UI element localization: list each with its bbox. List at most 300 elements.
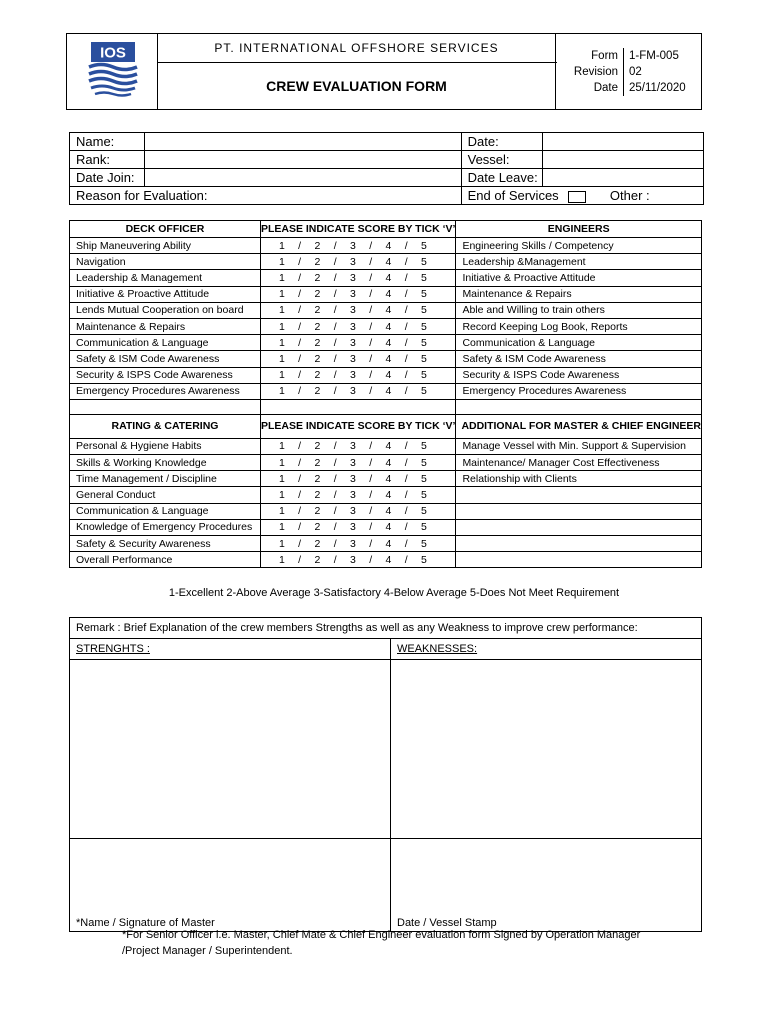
spacer-cell bbox=[70, 399, 261, 414]
rating-7-score bbox=[260, 552, 455, 568]
additional-criterion bbox=[456, 552, 702, 568]
score-option-3[interactable]: 3 bbox=[349, 304, 356, 317]
score-row bbox=[70, 270, 702, 286]
score-row bbox=[70, 254, 702, 270]
date-leave-label: Date Leave: bbox=[461, 169, 542, 187]
score-option-1[interactable]: 1 bbox=[278, 304, 285, 317]
score-separator: / bbox=[369, 440, 373, 453]
score-separator: / bbox=[298, 255, 302, 268]
score-row bbox=[70, 238, 702, 254]
score-option-5[interactable]: 5 bbox=[421, 505, 427, 518]
score-option-3[interactable]: 3 bbox=[349, 352, 356, 365]
score-separator: / bbox=[404, 553, 408, 566]
score-option-2[interactable]: 2 bbox=[314, 369, 321, 382]
rank-field[interactable] bbox=[145, 151, 462, 169]
score-option-1[interactable]: 1 bbox=[278, 239, 285, 252]
score-separator: / bbox=[369, 369, 373, 382]
score-option-1[interactable]: 1 bbox=[278, 505, 285, 518]
score-option-3[interactable]: 3 bbox=[349, 472, 356, 485]
rating-criterion: Communication & Language bbox=[70, 503, 261, 519]
score-separator: / bbox=[404, 440, 408, 453]
score-legend: 1-Excellent 2-Above Average 3-Satisfactory 4-Below Average 5-Does Not Meet Requirement bbox=[168, 587, 620, 599]
score-separator: / bbox=[333, 456, 337, 469]
score-option-2[interactable]: 2 bbox=[314, 440, 321, 453]
rating-criterion: Time Management / Discipline bbox=[70, 471, 261, 487]
score-option-4[interactable]: 4 bbox=[385, 304, 392, 317]
score-option-4[interactable]: 4 bbox=[385, 385, 392, 398]
score-separator: / bbox=[404, 489, 408, 502]
score-option-2[interactable]: 2 bbox=[314, 304, 321, 317]
score-option-1[interactable]: 1 bbox=[278, 336, 285, 349]
company-logo bbox=[67, 34, 157, 104]
score-separator: / bbox=[369, 288, 373, 301]
score-option-3[interactable]: 3 bbox=[349, 255, 356, 268]
deck-criterion: Maintenance & Repairs bbox=[70, 318, 261, 334]
reason-options bbox=[461, 187, 703, 205]
score-option-5[interactable]: 5 bbox=[421, 239, 427, 252]
score-separator: / bbox=[404, 336, 408, 349]
score-option-5[interactable]: 5 bbox=[421, 304, 427, 317]
additional-criterion: Relationship with Clients bbox=[456, 471, 702, 487]
score-option-3[interactable]: 3 bbox=[349, 553, 356, 566]
score-instruction-header: PLEASE INDICATE SCORE BY TICK ‘V’ bbox=[260, 221, 455, 238]
score-option-4[interactable]: 4 bbox=[385, 239, 392, 252]
score-separator: / bbox=[333, 505, 337, 518]
score-separator: / bbox=[369, 456, 373, 469]
score-separator: / bbox=[298, 553, 302, 566]
score-option-2[interactable]: 2 bbox=[314, 505, 321, 518]
additional-criterion bbox=[456, 536, 702, 552]
score-option-2[interactable]: 2 bbox=[314, 472, 321, 485]
additional-criterion bbox=[456, 487, 702, 503]
score-instruction-header: PLEASE INDICATE SCORE BY TICK ‘V’ bbox=[260, 414, 455, 438]
spacer-cell bbox=[260, 399, 455, 414]
engineers-criterion: Communication & Language bbox=[456, 335, 702, 351]
score-row bbox=[70, 519, 702, 535]
additional-criterion bbox=[456, 503, 702, 519]
deck-criterion: Safety & ISM Code Awareness bbox=[70, 351, 261, 367]
deck-criterion: Lends Mutual Cooperation on board bbox=[70, 302, 261, 318]
score-separator: / bbox=[404, 320, 408, 333]
rating-5-score bbox=[260, 519, 455, 535]
end-of-services-label: End of Services bbox=[467, 188, 559, 203]
vessel-field[interactable] bbox=[542, 151, 703, 169]
company-name: PT. INTERNATIONAL OFFSHORE SERVICES bbox=[158, 34, 556, 63]
score-option-4[interactable]: 4 bbox=[385, 456, 392, 469]
rating-6-score bbox=[260, 536, 455, 552]
score-row bbox=[70, 367, 702, 383]
score-option-5[interactable]: 5 bbox=[421, 456, 427, 469]
score-separator: / bbox=[369, 271, 373, 284]
rating-2-score bbox=[260, 471, 455, 487]
score-separator: / bbox=[404, 521, 408, 534]
score-separator: / bbox=[298, 537, 302, 550]
score-separator: / bbox=[298, 369, 302, 382]
score-separator: / bbox=[333, 320, 337, 333]
meta-values bbox=[623, 48, 686, 96]
engineers-criterion: Leadership &Management bbox=[456, 254, 702, 270]
score-separator: / bbox=[369, 553, 373, 566]
strengths-header: STRENGHTS : bbox=[70, 639, 391, 660]
score-scale bbox=[279, 385, 427, 397]
score-row bbox=[70, 335, 702, 351]
score-separator: / bbox=[298, 304, 302, 317]
score-row bbox=[70, 503, 702, 519]
score-scale bbox=[279, 521, 427, 533]
score-option-4[interactable]: 4 bbox=[385, 537, 392, 550]
score-option-1[interactable]: 1 bbox=[278, 288, 285, 301]
score-option-4[interactable]: 4 bbox=[385, 336, 392, 349]
meta-label-revision: Revision bbox=[573, 65, 618, 78]
spacer-cell bbox=[456, 399, 702, 414]
score-option-2[interactable]: 2 bbox=[314, 288, 321, 301]
score-option-4[interactable]: 4 bbox=[385, 271, 392, 284]
score-option-2[interactable]: 2 bbox=[314, 336, 321, 349]
rating-4-score bbox=[260, 503, 455, 519]
form-title: CREW EVALUATION FORM bbox=[158, 63, 556, 110]
deck-4-score bbox=[260, 302, 455, 318]
score-option-5[interactable]: 5 bbox=[421, 255, 427, 268]
score-option-1[interactable]: 1 bbox=[278, 440, 285, 453]
rating-1-score bbox=[260, 455, 455, 471]
score-row bbox=[70, 552, 702, 568]
score-scale bbox=[279, 337, 427, 349]
score-separator: / bbox=[333, 553, 337, 566]
form-header bbox=[66, 33, 702, 110]
score-option-5[interactable]: 5 bbox=[421, 489, 427, 502]
score-option-3[interactable]: 3 bbox=[349, 505, 356, 518]
score-option-5[interactable]: 5 bbox=[421, 472, 427, 485]
deck-criterion: Leadership & Management bbox=[70, 270, 261, 286]
score-option-2[interactable]: 2 bbox=[314, 352, 321, 365]
svg-text:IOS: IOS bbox=[100, 44, 126, 62]
score-separator: / bbox=[333, 472, 337, 485]
engineers-criterion: Initiative & Proactive Attitude bbox=[456, 270, 702, 286]
score-option-1[interactable]: 1 bbox=[278, 472, 285, 485]
form-meta bbox=[556, 34, 702, 110]
other-label: Other : bbox=[609, 188, 650, 203]
score-option-5[interactable]: 5 bbox=[421, 385, 427, 398]
deck-criterion: Communication & Language bbox=[70, 335, 261, 351]
deck-criterion: Navigation bbox=[70, 254, 261, 270]
score-separator: / bbox=[333, 288, 337, 301]
engineers-criterion: Maintenance & Repairs bbox=[456, 286, 702, 302]
score-separator: / bbox=[333, 369, 337, 382]
score-scale bbox=[279, 288, 427, 300]
additional-criterion bbox=[456, 519, 702, 535]
score-separator: / bbox=[333, 521, 337, 534]
vessel-stamp-field[interactable] bbox=[391, 839, 702, 932]
score-separator: / bbox=[298, 271, 302, 284]
engineers-criterion: Security & ISPS Code Awareness bbox=[456, 367, 702, 383]
score-separator: / bbox=[404, 537, 408, 550]
score-scale bbox=[279, 554, 427, 566]
score-scale bbox=[279, 489, 427, 501]
score-option-1[interactable]: 1 bbox=[278, 537, 285, 550]
score-option-2[interactable]: 2 bbox=[314, 320, 321, 333]
engineers-criterion: Emergency Procedures Awareness bbox=[456, 383, 702, 399]
score-option-3[interactable]: 3 bbox=[349, 336, 356, 349]
engineers-criterion: Safety & ISM Code Awareness bbox=[456, 351, 702, 367]
score-option-4[interactable]: 4 bbox=[385, 369, 392, 382]
score-option-2[interactable]: 2 bbox=[314, 537, 321, 550]
score-option-1[interactable]: 1 bbox=[278, 521, 285, 534]
vessel-stamp-label: Date / Vessel Stamp bbox=[397, 917, 497, 929]
logo-cell bbox=[67, 34, 158, 110]
score-option-1[interactable]: 1 bbox=[278, 456, 285, 469]
rating-criterion: Safety & Security Awareness bbox=[70, 536, 261, 552]
score-separator: / bbox=[333, 352, 337, 365]
score-option-3[interactable]: 3 bbox=[349, 288, 356, 301]
score-row bbox=[70, 383, 702, 399]
score-scale bbox=[279, 457, 427, 469]
score-separator: / bbox=[298, 472, 302, 485]
score-option-3[interactable]: 3 bbox=[349, 271, 356, 284]
score-option-5[interactable]: 5 bbox=[421, 336, 427, 349]
score-option-1[interactable]: 1 bbox=[278, 553, 285, 566]
score-option-5[interactable]: 5 bbox=[421, 553, 427, 566]
score-option-5[interactable]: 5 bbox=[421, 369, 427, 382]
engineers-header: ENGINEERS bbox=[456, 221, 702, 238]
footnote-line-1: *For Senior Officer i.e. Master, Chief Mate & Chief Engineer evaluation form Signed by Operation Manager bbox=[122, 929, 641, 941]
score-option-5[interactable]: 5 bbox=[421, 320, 427, 333]
score-separator: / bbox=[298, 385, 302, 398]
score-separator: / bbox=[369, 505, 373, 518]
meta-label-form: Form bbox=[591, 49, 618, 62]
score-option-5[interactable]: 5 bbox=[421, 521, 427, 534]
date-leave-field[interactable] bbox=[542, 169, 703, 187]
meta-value-form: 1-FM-005 bbox=[629, 49, 679, 62]
additional-header: ADDITIONAL FOR MASTER & CHIEF ENGINEER bbox=[456, 414, 702, 438]
score-option-1[interactable]: 1 bbox=[278, 489, 285, 502]
deck-1-score bbox=[260, 254, 455, 270]
score-separator: / bbox=[369, 489, 373, 502]
end-of-services-checkbox[interactable] bbox=[568, 191, 586, 203]
score-option-1[interactable]: 1 bbox=[278, 255, 285, 268]
score-option-5[interactable]: 5 bbox=[421, 440, 427, 453]
score-separator: / bbox=[298, 521, 302, 534]
deck-5-score bbox=[260, 318, 455, 334]
deck-officer-header: DECK OFFICER bbox=[70, 221, 261, 238]
rating-criterion: Overall Performance bbox=[70, 552, 261, 568]
score-option-1[interactable]: 1 bbox=[278, 352, 285, 365]
score-option-2[interactable]: 2 bbox=[314, 521, 321, 534]
score-option-4[interactable]: 4 bbox=[385, 255, 392, 268]
score-option-3[interactable]: 3 bbox=[349, 239, 356, 252]
score-separator: / bbox=[298, 456, 302, 469]
score-separator: / bbox=[333, 489, 337, 502]
remark-instruction: Remark : Brief Explanation of the crew members Strengths as well as any Weakness to improve crew performance: bbox=[70, 618, 702, 639]
additional-criterion: Manage Vessel with Min. Support & Supervision bbox=[456, 438, 702, 454]
score-separator: / bbox=[404, 288, 408, 301]
score-option-3[interactable]: 3 bbox=[349, 369, 356, 382]
score-separator: / bbox=[404, 456, 408, 469]
score-separator: / bbox=[369, 255, 373, 268]
name-label: Name: bbox=[70, 133, 145, 151]
rating-criterion: Personal & Hygiene Habits bbox=[70, 438, 261, 454]
score-separator: / bbox=[333, 304, 337, 317]
date-field[interactable] bbox=[542, 133, 703, 151]
score-separator: / bbox=[369, 336, 373, 349]
score-separator: / bbox=[369, 537, 373, 550]
score-option-4[interactable]: 4 bbox=[385, 553, 392, 566]
score-scale bbox=[279, 505, 427, 517]
score-option-1[interactable]: 1 bbox=[278, 320, 285, 333]
score-option-4[interactable]: 4 bbox=[385, 521, 392, 534]
meta-label-date: Date bbox=[593, 81, 618, 94]
score-separator: / bbox=[298, 336, 302, 349]
score-option-2[interactable]: 2 bbox=[314, 239, 321, 252]
additional-criterion: Maintenance/ Manager Cost Effectiveness bbox=[456, 455, 702, 471]
score-separator: / bbox=[333, 336, 337, 349]
spacer-row bbox=[70, 399, 702, 414]
score-option-3[interactable]: 3 bbox=[349, 521, 356, 534]
score-scale bbox=[279, 321, 427, 333]
date-label: Date: bbox=[461, 133, 542, 151]
score-separator: / bbox=[404, 369, 408, 382]
meta-value-date: 25/11/2020 bbox=[629, 81, 686, 94]
score-separator: / bbox=[404, 255, 408, 268]
date-join-field[interactable] bbox=[145, 169, 462, 187]
score-option-5[interactable]: 5 bbox=[421, 271, 427, 284]
scores-table bbox=[69, 220, 702, 568]
weaknesses-field[interactable] bbox=[391, 660, 702, 839]
score-option-3[interactable]: 3 bbox=[349, 456, 356, 469]
score-separator: / bbox=[298, 352, 302, 365]
score-separator: / bbox=[369, 472, 373, 485]
score-option-3[interactable]: 3 bbox=[349, 320, 356, 333]
engineers-criterion: Record Keeping Log Book, Reports bbox=[456, 318, 702, 334]
remark-table bbox=[69, 617, 702, 932]
master-signature-field[interactable] bbox=[70, 839, 391, 932]
score-option-4[interactable]: 4 bbox=[385, 472, 392, 485]
score-option-5[interactable]: 5 bbox=[421, 288, 427, 301]
score-row bbox=[70, 455, 702, 471]
score-separator: / bbox=[404, 505, 408, 518]
score-separator: / bbox=[404, 352, 408, 365]
footnote bbox=[122, 927, 682, 959]
reason-label: Reason for Evaluation: bbox=[70, 187, 462, 205]
score-row bbox=[70, 487, 702, 503]
score-option-5[interactable]: 5 bbox=[421, 352, 427, 365]
score-option-2[interactable]: 2 bbox=[314, 271, 321, 284]
score-option-1[interactable]: 1 bbox=[278, 385, 285, 398]
score-option-4[interactable]: 4 bbox=[385, 352, 392, 365]
score-option-4[interactable]: 4 bbox=[385, 320, 392, 333]
score-separator: / bbox=[404, 239, 408, 252]
deck-3-score bbox=[260, 286, 455, 302]
rating-0-score bbox=[260, 438, 455, 454]
score-separator: / bbox=[404, 304, 408, 317]
deck-0-score bbox=[260, 238, 455, 254]
engineers-criterion: Able and Willing to train others bbox=[456, 302, 702, 318]
score-row bbox=[70, 286, 702, 302]
score-separator: / bbox=[369, 239, 373, 252]
score-option-3[interactable]: 3 bbox=[349, 537, 356, 550]
score-scale bbox=[279, 353, 427, 365]
score-option-3[interactable]: 3 bbox=[349, 385, 356, 398]
meta-labels bbox=[556, 48, 623, 96]
score-scale bbox=[279, 369, 427, 381]
weaknesses-header: WEAKNESSES: bbox=[391, 639, 702, 660]
score-option-4[interactable]: 4 bbox=[385, 505, 392, 518]
score-option-2[interactable]: 2 bbox=[314, 255, 321, 268]
score-option-2[interactable]: 2 bbox=[314, 385, 321, 398]
score-option-2[interactable]: 2 bbox=[314, 553, 321, 566]
deck-6-score bbox=[260, 335, 455, 351]
rating-catering-header: RATING & CATERING bbox=[70, 414, 261, 438]
score-row bbox=[70, 351, 702, 367]
score-scale bbox=[279, 272, 427, 284]
score-row bbox=[70, 471, 702, 487]
deck-criterion: Emergency Procedures Awareness bbox=[70, 383, 261, 399]
score-option-3[interactable]: 3 bbox=[349, 440, 356, 453]
deck-criterion: Security & ISPS Code Awareness bbox=[70, 367, 261, 383]
score-option-5[interactable]: 5 bbox=[421, 537, 427, 550]
rating-criterion: Skills & Working Knowledge bbox=[70, 455, 261, 471]
score-row bbox=[70, 318, 702, 334]
score-separator: / bbox=[298, 320, 302, 333]
score-separator: / bbox=[369, 385, 373, 398]
score-separator: / bbox=[369, 352, 373, 365]
date-join-label: Date Join: bbox=[70, 169, 145, 187]
deck-2-score bbox=[260, 270, 455, 286]
score-option-3[interactable]: 3 bbox=[349, 489, 356, 502]
deck-9-score bbox=[260, 383, 455, 399]
score-option-2[interactable]: 2 bbox=[314, 489, 321, 502]
score-separator: / bbox=[404, 472, 408, 485]
crew-info-table bbox=[69, 132, 704, 205]
master-signature-label: *Name / Signature of Master bbox=[76, 917, 215, 929]
score-option-4[interactable]: 4 bbox=[385, 288, 392, 301]
score-separator: / bbox=[298, 489, 302, 502]
rank-label: Rank: bbox=[70, 151, 145, 169]
score-option-1[interactable]: 1 bbox=[278, 369, 285, 382]
rating-criterion: Knowledge of Emergency Procedures bbox=[70, 519, 261, 535]
score-separator: / bbox=[333, 440, 337, 453]
score-scale bbox=[279, 256, 427, 268]
score-option-2[interactable]: 2 bbox=[314, 456, 321, 469]
score-separator: / bbox=[333, 239, 337, 252]
meta-value-revision: 02 bbox=[629, 65, 642, 78]
strengths-field[interactable] bbox=[70, 660, 391, 839]
score-scale bbox=[279, 538, 427, 550]
deck-criterion: Ship Maneuvering Ability bbox=[70, 238, 261, 254]
name-field[interactable] bbox=[145, 133, 462, 151]
score-option-1[interactable]: 1 bbox=[278, 271, 285, 284]
vessel-label: Vessel: bbox=[461, 151, 542, 169]
deck-7-score bbox=[260, 351, 455, 367]
score-option-4[interactable]: 4 bbox=[385, 440, 392, 453]
rating-criterion: General Conduct bbox=[70, 487, 261, 503]
score-row bbox=[70, 536, 702, 552]
score-separator: / bbox=[404, 385, 408, 398]
score-separator: / bbox=[333, 271, 337, 284]
score-separator: / bbox=[333, 385, 337, 398]
score-scale bbox=[279, 440, 427, 452]
score-separator: / bbox=[298, 440, 302, 453]
rating-3-score bbox=[260, 487, 455, 503]
scores-header-row bbox=[70, 221, 702, 238]
score-separator: / bbox=[369, 304, 373, 317]
deck-criterion: Initiative & Proactive Attitude bbox=[70, 286, 261, 302]
score-scale bbox=[279, 473, 427, 485]
score-separator: / bbox=[333, 255, 337, 268]
score-option-4[interactable]: 4 bbox=[385, 489, 392, 502]
score-separator: / bbox=[298, 505, 302, 518]
score-separator: / bbox=[298, 239, 302, 252]
score-separator: / bbox=[369, 320, 373, 333]
